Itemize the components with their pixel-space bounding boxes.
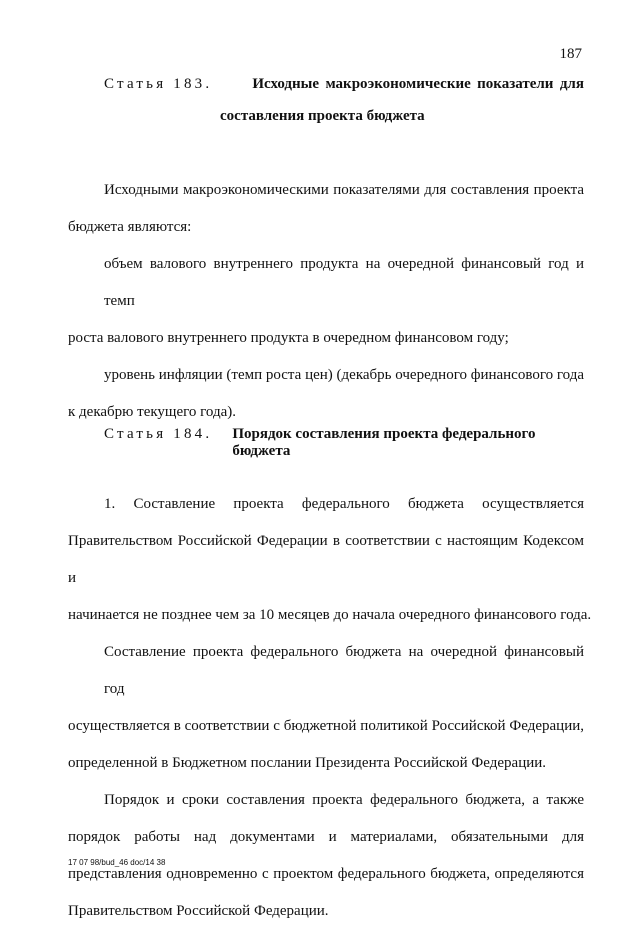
article-183-label: Статья 183. [104,76,213,92]
text-line: порядок работы над документами и материалами, обязательными для [68,829,584,845]
title-word: макроэкономические [325,76,471,92]
text-line: Правительством Российской Федерации. [68,903,329,919]
article-183-title-line1 [252,76,584,93]
title-word: для [559,76,584,92]
article-184-heading [104,426,584,460]
text-line: определенной в Бюджетном послании Президента Российской Федерации. [68,755,547,771]
text-line: Составление проекта федерального бюджета на очередной финансовый год [104,644,584,697]
text-line: объем валового внутреннего продукта на очередной финансовый год и темп [104,256,584,309]
text-line: представления одновременно с проектом федерального бюджета, определяются [68,866,584,882]
text-line: уровень инфляции (темп роста цен) (декабрь очередного финансового года [104,367,584,383]
title-word: показатели [477,76,554,92]
text-line: бюджета являются: [68,219,192,235]
text-line: к декабрю текущего года). [68,404,237,420]
text-line: 1. Составление проекта федерального бюджета осуществляется [104,496,584,512]
text-line: осуществляется в соответствии с бюджетной политикой Российской Федерации, [68,718,584,734]
text-line: Правительством Российской Федерации в соответствии с настоящим Кодексом и [68,533,584,586]
article-184-title: Порядок составления проекта федерального бюджета [232,426,536,459]
text-line: роста валового внутреннего продукта в очередном финансовом году; [68,330,509,346]
article-183-title-line2: составления проекта бюджета [220,108,425,124]
text-line: начинается не позднее чем за 10 месяцев до начала очередного финансового года. [68,607,592,623]
text-line: Исходными макроэкономическими показателями для составления проекта [104,182,584,198]
article-183-heading [104,76,584,124]
title-word: Исходные [252,76,320,92]
footer-file-reference: 17 07 98/bud_46 doc/14 38 [68,858,166,867]
page-number: 187 [559,46,582,62]
article-183-body [68,172,584,431]
article-184-label: Статья 184. [104,426,213,442]
text-line: Порядок и сроки составления проекта федерального бюджета, а также [104,792,584,808]
